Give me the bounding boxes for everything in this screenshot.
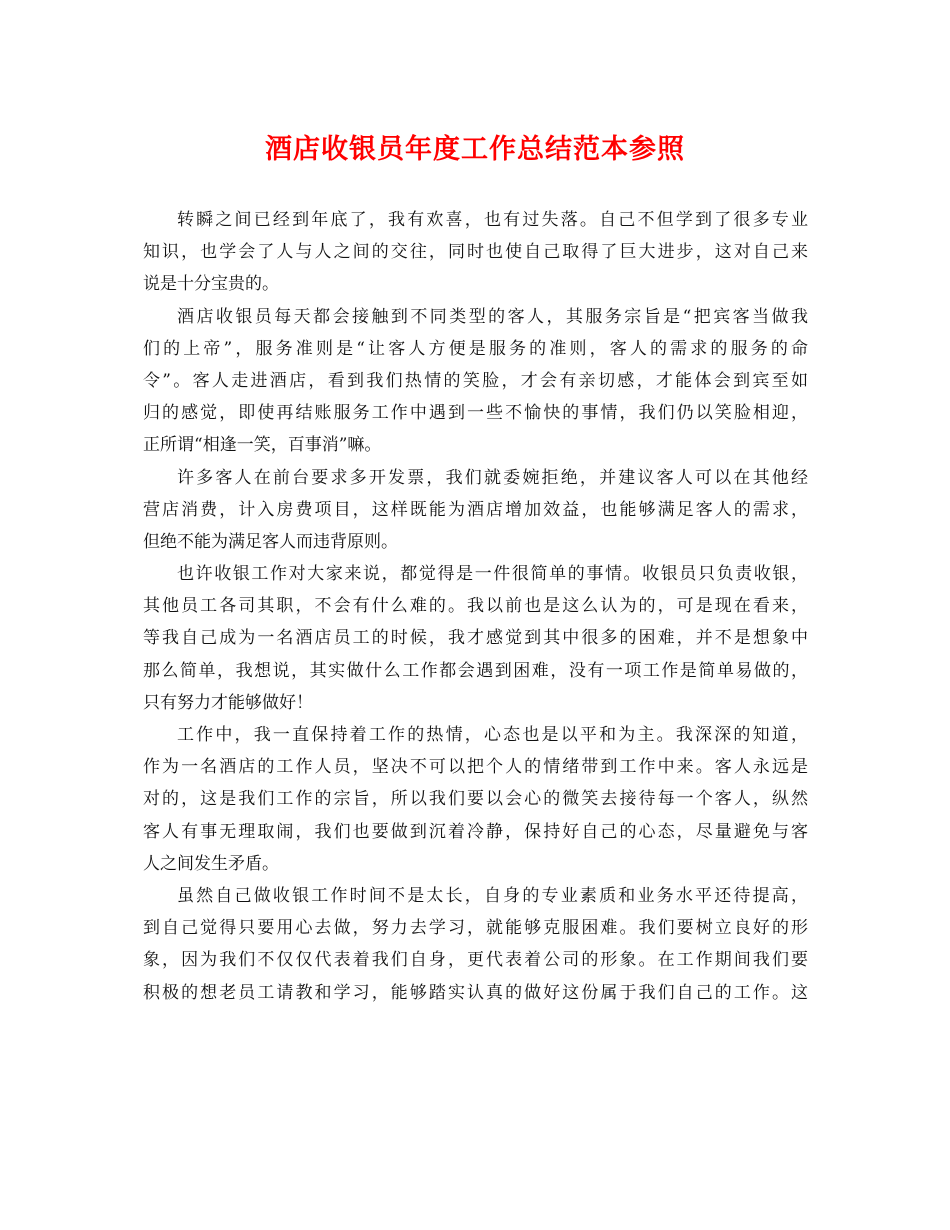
paragraph-line: 归的感觉，即使再结账服务工作中遇到一些不愉快的事情，我们仍以笑脸相迎， (143, 403, 808, 424)
paragraph-line: 积极的想老员工请教和学习，能够踏实认真的做好这份属于我们自己的工作。这 (143, 982, 808, 1003)
paragraph-line: 令”。客人走进酒店，看到我们热情的笑脸，才会有亲切感，才能体会到宾至如 (143, 370, 808, 391)
paragraph-line: 那么简单，我想说，其实做什么工作都会遇到困难，没有一项工作是简单易做的， (143, 660, 808, 681)
paragraph-line: 客人有事无理取闹，我们也要做到沉着冷静，保持好自己的心态，尽量避免与客 (143, 821, 808, 842)
paragraph-line: 只有努力才能够做好！ (143, 692, 313, 713)
paragraph-line: 人之间发生矛盾。 (143, 853, 279, 874)
paragraph-line: 其他员工各司其职，不会有什么难的。我以前也是这么认为的，可是现在看来， (143, 596, 808, 617)
paragraph (143, 880, 808, 1009)
paragraph-line: 等我自己成为一名酒店员工的时候，我才感觉到其中很多的困难，并不是想象中 (143, 628, 808, 649)
paragraph-line: 营店消费，计入房费项目，这样既能为酒店增加效益，也能够满足客人的需求， (143, 499, 808, 520)
document-title: 酒店收银员年度工作总结范本参照 (265, 134, 685, 165)
paragraph-line: 转瞬之间已经到年底了，我有欢喜，也有过失落。自己不但学到了很多专业 (177, 210, 808, 230)
paragraph-line: 但绝不能为满足客人而违背原则。 (143, 531, 398, 552)
paragraph-line: 们的上帝”，服务准则是“让客人方便是服务的准则，客人的需求的服务的命 (143, 338, 808, 359)
paragraph (143, 204, 808, 301)
paragraph-line: 正所谓“相逢一笑，百事消”嘛。 (143, 435, 382, 456)
paragraph (143, 301, 808, 462)
paragraph-line: 也许收银工作对大家来说，都觉得是一件很简单的事情。收银员只负责收银， (177, 564, 808, 585)
paragraph-line: 对的，这是我们工作的宗旨，所以我们要以会心的微笑去接待每一个客人，纵然 (143, 789, 808, 810)
paragraph-line: 作为一名酒店的工作人员，坚决不可以把个人的情绪带到工作中来。客人永远是 (143, 757, 808, 778)
paragraph-line: 酒店收银员每天都会接触到不同类型的客人，其服务宗旨是“把宾客当做我 (177, 306, 808, 327)
paragraph-line: 工作中，我一直保持着工作的热情，心态也是以平和为主。我深深的知道， (177, 725, 808, 745)
paragraph-line: 说是十分宝贵的。 (143, 274, 279, 295)
paragraph-line: 象，因为我们不仅仅代表着我们自身，更代表着公司的形象。在工作期间我们要 (143, 950, 808, 971)
document-body (143, 204, 808, 1009)
paragraph-line: 虽然自己做收银工作时间不是太长，自身的专业素质和业务水平还待提高， (177, 885, 808, 906)
paragraph-line: 许多客人在前台要求多开发票，我们就委婉拒绝，并建议客人可以在其他经 (177, 467, 808, 488)
paragraph-line: 知识，也学会了人与人之间的交往，同时也使自己取得了巨大进步，这对自己来 (143, 242, 808, 263)
paragraph (143, 462, 808, 559)
paragraph (143, 719, 808, 880)
paragraph (143, 558, 808, 719)
paragraph-line: 到自己觉得只要用心去做，努力去学习，就能够克服困难。我们要树立良好的形 (143, 918, 808, 939)
